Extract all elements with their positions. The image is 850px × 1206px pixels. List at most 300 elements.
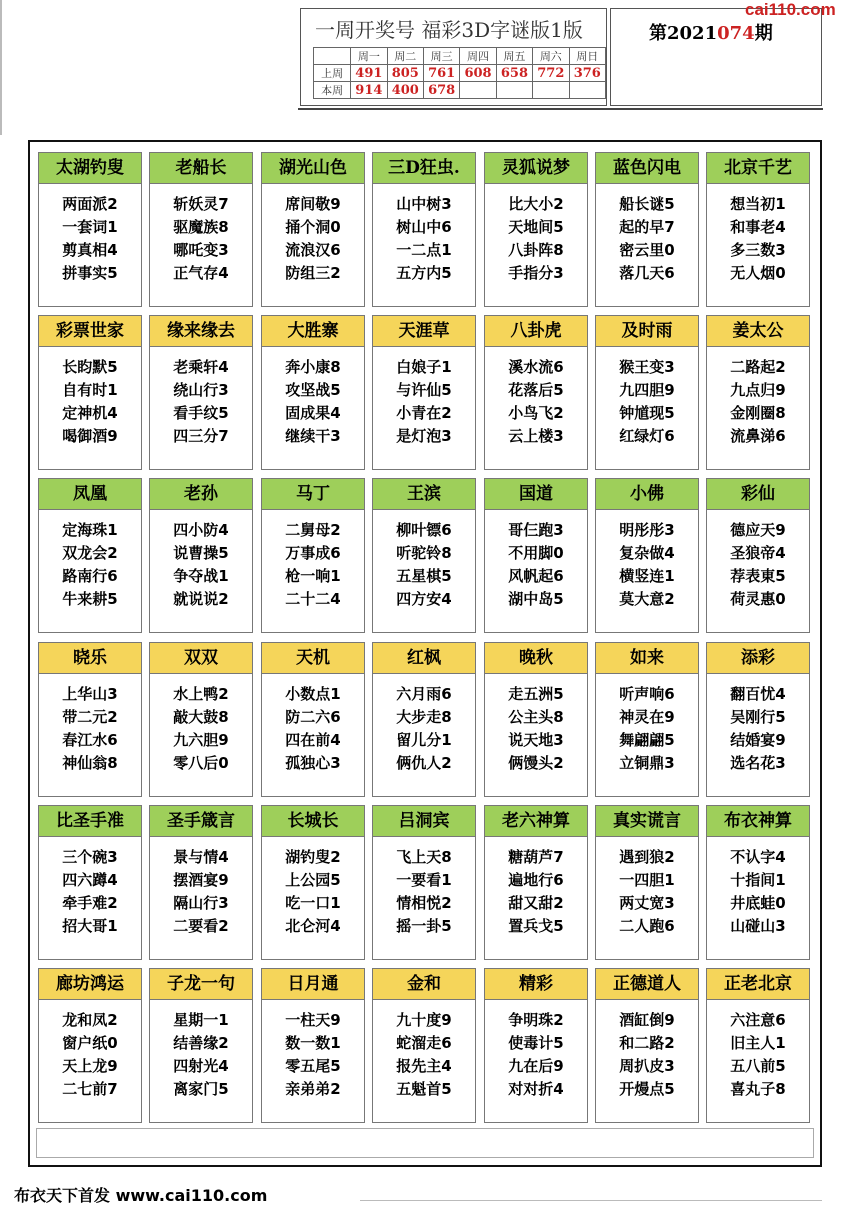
puzzle-panel [372, 478, 476, 633]
panel-line: 争明珠2 [508, 1011, 564, 1029]
panel-line: 和二路2 [619, 1034, 675, 1052]
panel-line: 白娘子1 [396, 358, 452, 376]
day-header: 周四 [460, 48, 496, 65]
panel-lines [150, 1009, 252, 1101]
panel-title: 王滨 [373, 479, 475, 510]
panel-line: 五星棋5 [396, 567, 452, 585]
panel-line: 小数点1 [285, 685, 341, 703]
panel-lines [150, 519, 252, 611]
panel-title: 天涯草 [373, 316, 475, 347]
puzzle-panel [261, 805, 365, 960]
panel-line: 无人烟0 [730, 264, 786, 282]
panel-title: 长城长 [262, 806, 364, 837]
panel-line: 开熳点5 [619, 1080, 675, 1098]
panel-line: 定神机4 [62, 404, 118, 422]
panel-line: 窗户纸0 [62, 1034, 118, 1052]
panel-line: 德应天9 [730, 521, 786, 539]
panel-line: 大步走8 [396, 708, 452, 726]
panel-line: 二十二4 [285, 590, 341, 608]
result-value: 491 [351, 65, 387, 82]
panel-title: 小佛 [596, 479, 698, 510]
last-week-label: 上周 [314, 65, 351, 82]
panel-line: 双龙会2 [62, 544, 118, 562]
panel-line: 情相悦2 [396, 894, 452, 912]
result-value [460, 82, 496, 99]
panel-line: 九四胆9 [619, 381, 675, 399]
header-divider [298, 108, 823, 110]
panel-line: 固成果4 [285, 404, 341, 422]
panel-line: 定海珠1 [62, 521, 118, 539]
puzzle-panel [484, 152, 588, 307]
panel-line: 小鸟飞2 [508, 404, 564, 422]
panel-lines [373, 846, 475, 938]
panel-line: 驱魔族8 [173, 218, 229, 236]
panel-line: 四小防4 [173, 521, 229, 539]
panel-line: 密云里0 [619, 241, 675, 259]
panel-line: 离家门5 [173, 1080, 229, 1098]
puzzle-panel [484, 805, 588, 960]
panel-line: 九六胆9 [173, 731, 229, 749]
result-value: 376 [569, 65, 605, 82]
panel-line: 招大哥1 [62, 917, 118, 935]
puzzle-panel [149, 152, 253, 307]
panel-line: 山碰山3 [730, 917, 786, 935]
panel-lines [39, 846, 141, 938]
puzzle-panel [706, 805, 810, 960]
days-row [314, 48, 606, 65]
panel-line: 两面派2 [62, 195, 118, 213]
result-value: 914 [351, 82, 387, 99]
puzzle-panel [261, 152, 365, 307]
panel-lines [373, 1009, 475, 1101]
puzzle-panel [38, 805, 142, 960]
panel-title: 国道 [485, 479, 587, 510]
panel-lines [262, 519, 364, 611]
panel-line: 莫大意2 [619, 590, 675, 608]
puzzle-panel [484, 315, 588, 470]
panel-line: 摇一卦5 [396, 917, 452, 935]
panel-line: 山中树3 [396, 195, 452, 213]
panel-title: 凤凰 [39, 479, 141, 510]
panel-line: 神灵在9 [619, 708, 675, 726]
puzzle-panel [484, 478, 588, 633]
panel-line: 公主头8 [508, 708, 564, 726]
puzzle-panel [706, 152, 810, 307]
puzzle-panel [484, 642, 588, 797]
puzzle-panel [706, 478, 810, 633]
panel-title: 正老北京 [707, 969, 809, 1000]
panel-line: 圣狼帝4 [730, 544, 786, 562]
panel-lines [707, 519, 809, 611]
panel-line: 天地间5 [508, 218, 564, 236]
panel-line: 落几天6 [619, 264, 675, 282]
panel-line: 争夺战1 [173, 567, 229, 585]
panel-line: 比大小2 [508, 195, 564, 213]
panel-line: 船长谜5 [619, 195, 675, 213]
panel-line: 走五洲5 [508, 685, 564, 703]
result-value: 678 [423, 82, 459, 99]
puzzle-panel [261, 478, 365, 633]
panel-line: 荷灵惠0 [730, 590, 786, 608]
day-header: 周五 [496, 48, 532, 65]
panel-line: 上公园5 [285, 871, 341, 889]
panel-title: 正德道人 [596, 969, 698, 1000]
panel-title: 双双 [150, 643, 252, 674]
puzzle-panel [149, 478, 253, 633]
panel-line: 飞上天8 [396, 848, 452, 866]
panel-line: 喝御酒9 [62, 427, 118, 445]
panel-title: 金和 [373, 969, 475, 1000]
panel-lines [373, 356, 475, 448]
panel-line: 一要看1 [396, 871, 452, 889]
panel-line: 万事成6 [285, 544, 341, 562]
panel-line: 酒缸倒9 [619, 1011, 675, 1029]
panel-line: 置兵戈5 [508, 917, 564, 935]
panel-lines [39, 519, 141, 611]
panel-line: 景与情4 [173, 848, 229, 866]
panel-line: 喜丸子8 [730, 1080, 786, 1098]
panel-lines [707, 356, 809, 448]
panel-line: 捅个洞0 [285, 218, 341, 236]
panel-line: 斩妖灵7 [173, 195, 229, 213]
puzzle-panel [706, 968, 810, 1123]
panel-line: 旧主人1 [730, 1034, 786, 1052]
puzzle-panel [261, 968, 365, 1123]
panel-lines [262, 193, 364, 285]
issue-number: 第2021074期 [649, 23, 773, 44]
panel-line: 防组三2 [285, 264, 341, 282]
panel-line: 四六蹲4 [62, 871, 118, 889]
panel-line: 二七前7 [62, 1080, 118, 1098]
panel-title: 及时雨 [596, 316, 698, 347]
panel-line: 报先主4 [396, 1057, 452, 1075]
panel-line: 继续干3 [285, 427, 341, 445]
panel-line: 湖中岛5 [508, 590, 564, 608]
panel-line: 是灯泡3 [396, 427, 452, 445]
result-value: 805 [387, 65, 423, 82]
result-value: 761 [423, 65, 459, 82]
panel-lines [485, 846, 587, 938]
panel-title: 红枫 [373, 643, 475, 674]
panel-line: 一套词1 [62, 218, 118, 236]
panel-line: 二要看2 [173, 917, 229, 935]
panel-line: 结婚宴9 [730, 731, 786, 749]
result-value: 400 [387, 82, 423, 99]
panel-line: 九点归9 [730, 381, 786, 399]
panel-line: 荐表東5 [730, 567, 786, 585]
panel-title: 彩票世家 [39, 316, 141, 347]
panel-line: 猴王变3 [619, 358, 675, 376]
panel-line: 路南行6 [62, 567, 118, 585]
panel-title: 晓乐 [39, 643, 141, 674]
result-value [569, 82, 605, 99]
panel-line: 枪一响1 [285, 567, 341, 585]
panel-title: 马丁 [262, 479, 364, 510]
panel-line: 亲弟弟2 [285, 1080, 341, 1098]
panel-line: 数一数1 [285, 1034, 341, 1052]
day-header: 周一 [351, 48, 387, 65]
panel-line: 云上楼3 [508, 427, 564, 445]
panel-line: 五八前5 [730, 1057, 786, 1075]
panel-lines [707, 846, 809, 938]
puzzle-panel [149, 642, 253, 797]
panel-title: 如来 [596, 643, 698, 674]
panel-lines [39, 356, 141, 448]
panel-line: 牵手难2 [62, 894, 118, 912]
panel-title: 灵狐说梦 [485, 153, 587, 184]
panel-title: 姜太公 [707, 316, 809, 347]
footer-line [360, 1200, 822, 1201]
panel-line: 红绿灯6 [619, 427, 675, 445]
issue-box [610, 8, 822, 106]
panel-line: 攻坚战5 [285, 381, 341, 399]
panel-line: 两丈宽3 [619, 894, 675, 912]
panel-line: 选名花3 [730, 754, 786, 772]
panel-line: 六月雨6 [396, 685, 452, 703]
panel-lines [485, 1009, 587, 1101]
panel-line: 水上鸭2 [173, 685, 229, 703]
panel-line: 自有时1 [62, 381, 118, 399]
puzzle-panel [484, 968, 588, 1123]
panel-line: 哥仨跑3 [508, 521, 564, 539]
last-week-row [314, 65, 606, 82]
panel-title: 八卦虎 [485, 316, 587, 347]
panel-line: 二路起2 [730, 358, 786, 376]
panel-line: 十指间1 [730, 871, 786, 889]
panel-line: 就说说2 [173, 590, 229, 608]
site-watermark: cai110.com [745, 0, 836, 19]
panel-line: 四方安4 [396, 590, 452, 608]
panel-line: 防二六6 [285, 708, 341, 726]
panel-line: 隔山行3 [173, 894, 229, 912]
footer-text: 布衣天下首发 www.cai110.com [14, 1186, 268, 1205]
panel-line: 牛来耕5 [62, 590, 118, 608]
panel-line: 流鼻涕6 [730, 427, 786, 445]
panel-line: 龙和凤2 [62, 1011, 118, 1029]
panel-line: 绕山行3 [173, 381, 229, 399]
panel-line: 正气存4 [173, 264, 229, 282]
panel-line: 树山中6 [396, 218, 452, 236]
day-header: 周六 [533, 48, 569, 65]
panel-line: 剪真相4 [62, 241, 118, 259]
puzzle-panel [595, 968, 699, 1123]
result-value: 608 [460, 65, 496, 82]
panel-title: 吕洞宾 [373, 806, 475, 837]
panel-lines [485, 356, 587, 448]
left-edge-line [0, 0, 2, 135]
panel-line: 看手纹5 [173, 404, 229, 422]
page-title: 一周开奖号 福彩3D字谜版1版 [315, 18, 583, 42]
panel-line: 一柱天9 [285, 1011, 341, 1029]
panel-lines [262, 1009, 364, 1101]
panel-line: 九十度9 [396, 1011, 452, 1029]
puzzle-panel [372, 805, 476, 960]
bottom-blank-box [36, 1128, 814, 1158]
panel-lines [262, 683, 364, 775]
panel-line: 四射光4 [173, 1057, 229, 1075]
panel-line: 结善缘2 [173, 1034, 229, 1052]
puzzle-panel [38, 478, 142, 633]
panel-lines [150, 846, 252, 938]
day-header: 周日 [569, 48, 605, 65]
panel-lines [150, 683, 252, 775]
panel-title: 太湖钓叟 [39, 153, 141, 184]
panel-line: 说曹操5 [173, 544, 229, 562]
panel-line: 遍地行6 [508, 871, 564, 889]
this-week-label: 本周 [314, 82, 351, 99]
panel-line: 多三数3 [730, 241, 786, 259]
panel-title: 添彩 [707, 643, 809, 674]
weekly-results-table [313, 47, 606, 99]
panel-title: 日月通 [262, 969, 364, 1000]
panel-line: 立铜鼎3 [619, 754, 675, 772]
panel-line: 带二元2 [62, 708, 118, 726]
panel-line: 零八后0 [173, 754, 229, 772]
panel-title: 老船长 [150, 153, 252, 184]
panel-lines [262, 356, 364, 448]
panel-title: 湖光山色 [262, 153, 364, 184]
panel-title: 老六神算 [485, 806, 587, 837]
panel-title: 彩仙 [707, 479, 809, 510]
puzzle-panel [595, 315, 699, 470]
panel-line: 明彤彤3 [619, 521, 675, 539]
puzzle-panel [372, 315, 476, 470]
panel-line: 天上龙9 [62, 1057, 118, 1075]
panel-lines [39, 683, 141, 775]
panel-lines [596, 356, 698, 448]
puzzle-panel [38, 152, 142, 307]
panel-title: 三D狂虫. [373, 153, 475, 184]
panel-line: 五方内5 [396, 264, 452, 282]
panel-title: 布衣神算 [707, 806, 809, 837]
panel-title: 老孙 [150, 479, 252, 510]
panel-line: 三个碗3 [62, 848, 118, 866]
panel-lines [150, 193, 252, 285]
panel-line: 周扒皮3 [619, 1057, 675, 1075]
panel-line: 奔小康8 [285, 358, 341, 376]
panel-lines [373, 193, 475, 285]
panel-line: 哪吒变3 [173, 241, 229, 259]
panel-line: 不用脚0 [508, 544, 564, 562]
puzzle-panel [38, 968, 142, 1123]
panel-lines [262, 846, 364, 938]
panel-lines [485, 683, 587, 775]
puzzle-panel [595, 805, 699, 960]
panel-line: 复杂做4 [619, 544, 675, 562]
puzzle-panel [706, 315, 810, 470]
puzzle-panel [595, 642, 699, 797]
panel-line: 与许仙5 [396, 381, 452, 399]
panel-line: 横竖连1 [619, 567, 675, 585]
panel-lines [373, 683, 475, 775]
panel-title: 北京千艺 [707, 153, 809, 184]
panel-line: 拼事实5 [62, 264, 118, 282]
panel-lines [596, 519, 698, 611]
panel-title: 子龙一句 [150, 969, 252, 1000]
puzzle-panel [372, 152, 476, 307]
panel-line: 吴刚行5 [730, 708, 786, 726]
panel-lines [373, 519, 475, 611]
panel-line: 说天地3 [508, 731, 564, 749]
result-value: 658 [496, 65, 532, 82]
panel-line: 摆酒宴9 [173, 871, 229, 889]
panel-title: 晚秋 [485, 643, 587, 674]
panel-title: 大胜寨 [262, 316, 364, 347]
panel-line: 席间敬9 [285, 195, 341, 213]
panel-line: 不认字4 [730, 848, 786, 866]
day-header: 周三 [423, 48, 459, 65]
this-week-row [314, 82, 606, 99]
panel-line: 敲大鼓8 [173, 708, 229, 726]
panel-title: 廊坊鸿运 [39, 969, 141, 1000]
panel-line: 一二点1 [396, 241, 452, 259]
panel-title: 蓝色闪电 [596, 153, 698, 184]
result-value [496, 82, 532, 99]
panel-line: 六注意6 [730, 1011, 786, 1029]
panel-lines [596, 1009, 698, 1101]
panel-line: 长盷默5 [62, 358, 118, 376]
panel-line: 听驼铃8 [396, 544, 452, 562]
panel-line: 风帆起6 [508, 567, 564, 585]
panel-line: 金刚圈8 [730, 404, 786, 422]
panel-line: 俩仇人2 [396, 754, 452, 772]
panel-line: 流浪汉6 [285, 241, 341, 259]
panel-line: 柳叶镖6 [396, 521, 452, 539]
panel-line: 上华山3 [62, 685, 118, 703]
panel-line: 舞翩翩5 [619, 731, 675, 749]
panel-lines [150, 356, 252, 448]
panel-lines [596, 193, 698, 285]
panel-line: 吃一口1 [285, 894, 341, 912]
panel-line: 手指分3 [508, 264, 564, 282]
puzzle-panel [149, 968, 253, 1123]
panel-line: 听声响6 [619, 685, 675, 703]
result-value: 772 [533, 65, 569, 82]
puzzle-panel [372, 968, 476, 1123]
puzzle-panel [149, 805, 253, 960]
panel-lines [39, 1009, 141, 1101]
panel-line: 小青在2 [396, 404, 452, 422]
puzzle-panel [38, 315, 142, 470]
puzzle-panel [595, 152, 699, 307]
panel-line: 北仑河4 [285, 917, 341, 935]
panel-line: 钟馗现5 [619, 404, 675, 422]
panel-line: 四在前4 [285, 731, 341, 749]
panel-line: 二人跑6 [619, 917, 675, 935]
panel-line: 翻百忧4 [730, 685, 786, 703]
puzzle-panel [595, 478, 699, 633]
panel-line: 使毒计5 [508, 1034, 564, 1052]
panel-line: 一四胆1 [619, 871, 675, 889]
panel-line: 花落后5 [508, 381, 564, 399]
panel-lines [707, 1009, 809, 1101]
panel-lines [596, 683, 698, 775]
puzzle-panel [38, 642, 142, 797]
panel-title: 真实谎言 [596, 806, 698, 837]
panel-line: 四三分7 [173, 427, 229, 445]
panel-line: 二舅母2 [285, 521, 341, 539]
panel-lines [485, 193, 587, 285]
panel-line: 溪水流6 [508, 358, 564, 376]
puzzle-panel [261, 642, 365, 797]
day-header: 周二 [387, 48, 423, 65]
result-value [533, 82, 569, 99]
panel-line: 甜又甜2 [508, 894, 564, 912]
panel-line: 起的早7 [619, 218, 675, 236]
puzzle-panel [372, 642, 476, 797]
panel-line: 神仙翁8 [62, 754, 118, 772]
panel-line: 留儿分1 [396, 731, 452, 749]
